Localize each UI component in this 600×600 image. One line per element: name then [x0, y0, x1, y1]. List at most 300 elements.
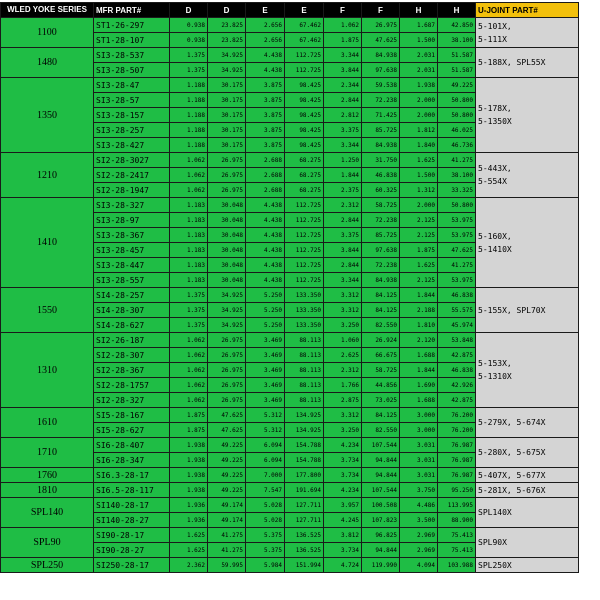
dimension-cell: 31.750 — [362, 153, 400, 168]
mfr-part-cell: SI3-28-537 — [94, 48, 170, 63]
dimension-cell: 98.425 — [285, 78, 324, 93]
dimension-cell: 1.250 — [324, 153, 362, 168]
yoke-series-cell: 1210 — [1, 153, 94, 198]
dimension-cell: 98.425 — [285, 138, 324, 153]
dimension-cell: 94.844 — [362, 468, 400, 483]
dimension-cell: 66.675 — [362, 348, 400, 363]
dimension-cell: 26.975 — [208, 168, 246, 183]
dimension-cell: 2.875 — [324, 393, 362, 408]
dimension-cell: 133.350 — [285, 288, 324, 303]
mfr-part-cell: SI6-28-347 — [94, 453, 170, 468]
dimension-cell: 3.000 — [400, 423, 438, 438]
dimension-cell: 107.544 — [362, 483, 400, 498]
dimension-cell: 26.975 — [208, 348, 246, 363]
ujoint-part-cell: 5-178X, 5-1350X — [476, 78, 579, 153]
table-row — [1, 483, 579, 498]
header-e-mm: E — [285, 3, 324, 18]
dimension-cell: 1.375 — [170, 303, 208, 318]
dimension-cell: 1.936 — [170, 513, 208, 528]
dimension-cell: 133.350 — [285, 318, 324, 333]
dimension-cell: 26.975 — [208, 153, 246, 168]
dimension-cell: 49.225 — [208, 453, 246, 468]
spec-table-container — [0, 2, 600, 573]
dimension-cell: 34.925 — [208, 303, 246, 318]
dimension-cell: 1.375 — [170, 63, 208, 78]
dimension-cell: 42.926 — [438, 378, 476, 393]
dimension-cell: 3.469 — [246, 393, 285, 408]
table-row — [1, 153, 579, 168]
dimension-cell: 88.113 — [285, 363, 324, 378]
yoke-series-cell: 1310 — [1, 333, 94, 408]
dimension-cell: 1.062 — [170, 153, 208, 168]
mfr-part-cell: SI2-28-367 — [94, 363, 170, 378]
dimension-cell: 26.975 — [208, 393, 246, 408]
dimension-cell: 2.656 — [246, 33, 285, 48]
dimension-cell: 1.938 — [170, 483, 208, 498]
dimension-cell: 112.725 — [285, 198, 324, 213]
dimension-cell: 88.113 — [285, 378, 324, 393]
dimension-cell: 58.725 — [362, 363, 400, 378]
mfr-part-cell: SI3-28-457 — [94, 243, 170, 258]
dimension-cell: 47.625 — [438, 243, 476, 258]
dimension-cell: 154.788 — [285, 438, 324, 453]
dimension-cell: 88.113 — [285, 348, 324, 363]
dimension-cell: 1.938 — [170, 438, 208, 453]
dimension-cell: 2.312 — [324, 198, 362, 213]
dimension-cell: 30.175 — [208, 123, 246, 138]
dimension-cell: 2.000 — [400, 108, 438, 123]
dimension-cell: 107.823 — [362, 513, 400, 528]
dimension-cell: 5.312 — [246, 423, 285, 438]
dimension-cell: 34.925 — [208, 288, 246, 303]
dimension-cell: 1.062 — [170, 378, 208, 393]
header-ujoint-part: U-JOINT PART# — [476, 3, 579, 18]
ujoint-part-cell: 5-101X, 5-111X — [476, 18, 579, 48]
mfr-part-cell: SI3-28-257 — [94, 123, 170, 138]
dimension-cell: 49.174 — [208, 513, 246, 528]
table-row — [1, 558, 579, 573]
dimension-cell: 1.875 — [324, 33, 362, 48]
dimension-cell: 3.875 — [246, 138, 285, 153]
ujoint-part-cell: 5-160X, 5-1410X — [476, 198, 579, 288]
table-row — [1, 528, 579, 543]
table-row — [1, 468, 579, 483]
dimension-cell: 3.344 — [324, 138, 362, 153]
mfr-part-cell: ST1-28-107 — [94, 33, 170, 48]
dimension-cell: 3.812 — [324, 528, 362, 543]
mfr-part-cell: SI4-28-307 — [94, 303, 170, 318]
dimension-cell: 112.725 — [285, 48, 324, 63]
dimension-cell: 34.925 — [208, 318, 246, 333]
dimension-cell: 4.438 — [246, 273, 285, 288]
dimension-cell: 49.174 — [208, 498, 246, 513]
dimension-cell: 46.838 — [438, 363, 476, 378]
dimension-cell: 2.625 — [324, 348, 362, 363]
dimension-cell: 1.062 — [170, 183, 208, 198]
dimension-cell: 53.975 — [438, 273, 476, 288]
dimension-cell: 112.725 — [285, 228, 324, 243]
yoke-series-cell: 1350 — [1, 78, 94, 153]
dimension-cell: 2.188 — [400, 303, 438, 318]
dimension-cell: 45.974 — [438, 318, 476, 333]
dimension-cell: 2.844 — [324, 93, 362, 108]
dimension-cell: 1.500 — [400, 33, 438, 48]
ujoint-part-cell: SPL90X — [476, 528, 579, 558]
dimension-cell: 97.638 — [362, 243, 400, 258]
dimension-cell: 55.575 — [438, 303, 476, 318]
header-mfr-part: MFR PART# — [94, 3, 170, 18]
dimension-cell: 2.000 — [400, 198, 438, 213]
dimension-cell: 4.438 — [246, 228, 285, 243]
dimension-cell: 127.711 — [285, 498, 324, 513]
dimension-cell: 1.375 — [170, 288, 208, 303]
dimension-cell: 2.031 — [400, 48, 438, 63]
dimension-cell: 133.350 — [285, 303, 324, 318]
dimension-cell: 30.048 — [208, 228, 246, 243]
dimension-cell: 4.234 — [324, 438, 362, 453]
dimension-cell: 6.094 — [246, 438, 285, 453]
dimension-cell: 3.469 — [246, 348, 285, 363]
header-h-in: H — [400, 3, 438, 18]
dimension-cell: 1.690 — [400, 378, 438, 393]
dimension-cell: 58.725 — [362, 198, 400, 213]
dimension-cell: 5.250 — [246, 288, 285, 303]
mfr-part-cell: SI6.5-28-117 — [94, 483, 170, 498]
dimension-cell: 4.438 — [246, 243, 285, 258]
dimension-cell: 3.312 — [324, 408, 362, 423]
ujoint-part-cell: 5-280X, 5-675X — [476, 438, 579, 468]
dimension-cell: 26.975 — [208, 378, 246, 393]
dimension-cell: 4.094 — [400, 558, 438, 573]
dimension-cell: 1.625 — [170, 528, 208, 543]
dimension-cell: 30.048 — [208, 198, 246, 213]
dimension-cell: 3.875 — [246, 123, 285, 138]
dimension-cell: 98.425 — [285, 108, 324, 123]
dimension-cell: 51.587 — [438, 48, 476, 63]
table-row — [1, 408, 579, 423]
dimension-cell: 1.840 — [400, 138, 438, 153]
dimension-cell: 2.031 — [400, 63, 438, 78]
dimension-cell: 88.900 — [438, 513, 476, 528]
dimension-cell: 136.525 — [285, 528, 324, 543]
dimension-cell: 1.183 — [170, 213, 208, 228]
dimension-cell: 94.844 — [362, 543, 400, 558]
dimension-cell: 50.800 — [438, 93, 476, 108]
dimension-cell: 46.838 — [362, 168, 400, 183]
dimension-cell: 3.875 — [246, 93, 285, 108]
dimension-cell: 2.688 — [246, 183, 285, 198]
dimension-cell: 38.100 — [438, 168, 476, 183]
dimension-cell: 1.188 — [170, 93, 208, 108]
dimension-cell: 3.957 — [324, 498, 362, 513]
dimension-cell: 1.938 — [170, 453, 208, 468]
dimension-cell: 1.188 — [170, 138, 208, 153]
dimension-cell: 50.800 — [438, 198, 476, 213]
mfr-part-cell: SI6.3-28-17 — [94, 468, 170, 483]
mfr-part-cell: SI2-26-187 — [94, 333, 170, 348]
dimension-cell: 1.500 — [400, 168, 438, 183]
dimension-cell: 73.025 — [362, 393, 400, 408]
dimension-cell: 41.275 — [208, 543, 246, 558]
ujoint-part-cell: 5-153X, 5-1310X — [476, 333, 579, 408]
mfr-part-cell: SI2-28-3027 — [94, 153, 170, 168]
yoke-series-cell: SPL90 — [1, 528, 94, 558]
yoke-series-cell: SPL250 — [1, 558, 94, 573]
mfr-part-cell: SI140-28-27 — [94, 513, 170, 528]
dimension-cell: 75.413 — [438, 543, 476, 558]
dimension-cell: 23.825 — [208, 18, 246, 33]
dimension-cell: 154.788 — [285, 453, 324, 468]
dimension-cell: 59.995 — [208, 558, 246, 573]
dimension-cell: 98.425 — [285, 123, 324, 138]
dimension-cell: 72.238 — [362, 258, 400, 273]
table-row — [1, 198, 579, 213]
header-e-in: E — [246, 3, 285, 18]
dimension-cell: 1.183 — [170, 273, 208, 288]
dimension-cell: 5.375 — [246, 543, 285, 558]
mfr-part-cell: SI3-28-367 — [94, 228, 170, 243]
yoke-series-cell: 1100 — [1, 18, 94, 48]
dimension-cell: 5.028 — [246, 513, 285, 528]
dimension-cell: 4.486 — [400, 498, 438, 513]
dimension-cell: 7.000 — [246, 468, 285, 483]
dimension-cell: 1.188 — [170, 123, 208, 138]
dimension-cell: 3.750 — [400, 483, 438, 498]
dimension-cell: 71.425 — [362, 108, 400, 123]
dimension-cell: 2.656 — [246, 18, 285, 33]
mfr-part-cell: SI3-28-557 — [94, 273, 170, 288]
dimension-cell: 1.375 — [170, 318, 208, 333]
dimension-cell: 34.925 — [208, 48, 246, 63]
dimension-cell: 30.175 — [208, 78, 246, 93]
dimension-cell: 112.725 — [285, 243, 324, 258]
yoke-series-cell: 1410 — [1, 198, 94, 288]
dimension-cell: 1.062 — [170, 168, 208, 183]
dimension-cell: 2.120 — [400, 333, 438, 348]
dimension-cell: 2.000 — [400, 93, 438, 108]
yoke-series-cell: 1480 — [1, 48, 94, 78]
dimension-cell: 98.425 — [285, 93, 324, 108]
dimension-cell: 1.183 — [170, 198, 208, 213]
dimension-cell: 100.508 — [362, 498, 400, 513]
yoke-series-cell: 1710 — [1, 438, 94, 468]
dimension-cell: 26.975 — [362, 18, 400, 33]
mfr-part-cell: SI3-28-47 — [94, 78, 170, 93]
dimension-cell: 2.844 — [324, 213, 362, 228]
dimension-cell: 88.113 — [285, 393, 324, 408]
dimension-cell: 84.125 — [362, 303, 400, 318]
table-row — [1, 48, 579, 63]
dimension-cell: 76.987 — [438, 453, 476, 468]
dimension-cell: 1.936 — [170, 498, 208, 513]
dimension-cell: 49.225 — [208, 483, 246, 498]
ujoint-part-cell: 5-407X, 5-677X — [476, 468, 579, 483]
dimension-cell: 136.525 — [285, 543, 324, 558]
dimension-cell: 1.812 — [400, 123, 438, 138]
yoke-series-cell: 1610 — [1, 408, 94, 438]
dimension-cell: 41.275 — [438, 258, 476, 273]
dimension-cell: 30.048 — [208, 213, 246, 228]
mfr-part-cell: SI6-28-407 — [94, 438, 170, 453]
dimension-cell: 3.469 — [246, 378, 285, 393]
header-yoke-series: WLED YOKE SERIES — [1, 3, 94, 18]
dimension-cell: 2.344 — [324, 78, 362, 93]
dimension-cell: 3.375 — [324, 228, 362, 243]
ujoint-part-cell: 5-279X, 5-674X — [476, 408, 579, 438]
mfr-part-cell: SI3-28-507 — [94, 63, 170, 78]
dimension-cell: 82.550 — [362, 423, 400, 438]
dimension-cell: 1.687 — [400, 18, 438, 33]
dimension-cell: 2.375 — [324, 183, 362, 198]
table-row — [1, 333, 579, 348]
dimension-cell: 30.048 — [208, 243, 246, 258]
dimension-cell: 3.375 — [324, 123, 362, 138]
dimension-cell: 0.938 — [170, 33, 208, 48]
dimension-cell: 46.736 — [438, 138, 476, 153]
dimension-cell: 2.969 — [400, 528, 438, 543]
dimension-cell: 23.825 — [208, 33, 246, 48]
dimension-cell: 26.975 — [208, 183, 246, 198]
dimension-cell: 38.100 — [438, 33, 476, 48]
mfr-part-cell: SI5-28-167 — [94, 408, 170, 423]
dimension-cell: 42.850 — [438, 18, 476, 33]
dimension-cell: 1.188 — [170, 78, 208, 93]
dimension-cell: 76.987 — [438, 438, 476, 453]
dimension-cell: 84.938 — [362, 138, 400, 153]
dimension-cell: 1.183 — [170, 243, 208, 258]
dimension-cell: 53.848 — [438, 333, 476, 348]
mfr-part-cell: SI250-28-17 — [94, 558, 170, 573]
dimension-cell: 1.375 — [170, 48, 208, 63]
dimension-cell: 51.587 — [438, 63, 476, 78]
dimension-cell: 76.200 — [438, 408, 476, 423]
dimension-cell: 1.062 — [170, 348, 208, 363]
dimension-cell: 119.990 — [362, 558, 400, 573]
mfr-part-cell: SI3-28-97 — [94, 213, 170, 228]
dimension-cell: 0.938 — [170, 18, 208, 33]
dimension-cell: 3.469 — [246, 333, 285, 348]
dimension-cell: 3.031 — [400, 468, 438, 483]
ujoint-part-cell: 5-188X, SPL55X — [476, 48, 579, 78]
yoke-series-cell: 1810 — [1, 483, 94, 498]
dimension-cell: 33.325 — [438, 183, 476, 198]
dimension-cell: 30.048 — [208, 258, 246, 273]
header-f-in: F — [324, 3, 362, 18]
dimension-cell: 1.875 — [170, 423, 208, 438]
dimension-cell: 72.238 — [362, 93, 400, 108]
dimension-cell: 5.984 — [246, 558, 285, 573]
dimension-cell: 1.183 — [170, 258, 208, 273]
dimension-cell: 1.312 — [400, 183, 438, 198]
dimension-cell: 47.625 — [208, 408, 246, 423]
dimension-cell: 42.875 — [438, 393, 476, 408]
table-row — [1, 498, 579, 513]
dimension-cell: 67.462 — [285, 18, 324, 33]
dimension-cell: 84.938 — [362, 48, 400, 63]
dimension-cell: 1.625 — [400, 153, 438, 168]
dimension-cell: 127.711 — [285, 513, 324, 528]
dimension-cell: 84.938 — [362, 273, 400, 288]
dimension-cell: 3.469 — [246, 363, 285, 378]
dimension-cell: 1.875 — [400, 243, 438, 258]
ujoint-part-cell: 5-155X, SPL70X — [476, 288, 579, 333]
mfr-part-cell: SI3-28-57 — [94, 93, 170, 108]
dimension-cell: 88.113 — [285, 333, 324, 348]
dimension-cell: 1.062 — [170, 363, 208, 378]
dimension-cell: 3.312 — [324, 303, 362, 318]
dimension-cell: 26.975 — [208, 363, 246, 378]
dimension-cell: 112.725 — [285, 213, 324, 228]
dimension-cell: 60.325 — [362, 183, 400, 198]
dimension-cell: 5.028 — [246, 498, 285, 513]
mfr-part-cell: SI2-28-327 — [94, 393, 170, 408]
dimension-cell: 113.995 — [438, 498, 476, 513]
dimension-cell: 34.925 — [208, 63, 246, 78]
dimension-cell: 49.225 — [438, 78, 476, 93]
dimension-cell: 134.925 — [285, 408, 324, 423]
dimension-cell: 47.625 — [362, 33, 400, 48]
dimension-cell: 76.987 — [438, 468, 476, 483]
dimension-cell: 2.362 — [170, 558, 208, 573]
header-row — [1, 3, 579, 18]
dimension-cell: 94.844 — [362, 453, 400, 468]
dimension-cell: 3.250 — [324, 423, 362, 438]
dimension-cell: 3.734 — [324, 453, 362, 468]
yoke-series-cell: 1550 — [1, 288, 94, 333]
dimension-cell: 3.344 — [324, 48, 362, 63]
dimension-cell: 3.734 — [324, 468, 362, 483]
dimension-cell: 68.275 — [285, 168, 324, 183]
dimension-cell: 3.875 — [246, 108, 285, 123]
ujoint-part-cell: 5-443X, 5-554X — [476, 153, 579, 198]
dimension-cell: 1.062 — [170, 333, 208, 348]
dimension-cell: 41.275 — [208, 528, 246, 543]
dimension-cell: 4.245 — [324, 513, 362, 528]
dimension-cell: 2.312 — [324, 363, 362, 378]
dimension-cell: 1.688 — [400, 393, 438, 408]
dimension-cell: 2.125 — [400, 228, 438, 243]
mfr-part-cell: SI3-28-427 — [94, 138, 170, 153]
mfr-part-cell: SI2-28-307 — [94, 348, 170, 363]
dimension-cell: 42.875 — [438, 348, 476, 363]
dimension-cell: 3.734 — [324, 543, 362, 558]
mfr-part-cell: SI2-28-1757 — [94, 378, 170, 393]
dimension-cell: 151.994 — [285, 558, 324, 573]
yoke-series-cell: 1760 — [1, 468, 94, 483]
header-d-in: D — [170, 3, 208, 18]
dimension-cell: 1.938 — [170, 468, 208, 483]
dimension-cell: 2.125 — [400, 213, 438, 228]
dimension-cell: 3.031 — [400, 438, 438, 453]
ujoint-part-cell: SPL140X — [476, 498, 579, 528]
dimension-cell: 68.275 — [285, 183, 324, 198]
yoke-series-cell: SPL140 — [1, 498, 94, 528]
dimension-cell: 2.688 — [246, 153, 285, 168]
dimension-cell: 53.975 — [438, 228, 476, 243]
dimension-cell: 30.048 — [208, 273, 246, 288]
table-row — [1, 288, 579, 303]
dimension-cell: 3.250 — [324, 318, 362, 333]
dimension-cell: 1.875 — [170, 408, 208, 423]
dimension-cell: 3.344 — [324, 273, 362, 288]
ujoint-part-cell: SPL250X — [476, 558, 579, 573]
dimension-cell: 3.031 — [400, 453, 438, 468]
dimension-cell: 2.125 — [400, 273, 438, 288]
dimension-cell: 1.062 — [170, 393, 208, 408]
dimension-cell: 85.725 — [362, 123, 400, 138]
dimension-cell: 1.810 — [400, 318, 438, 333]
dimension-cell: 82.550 — [362, 318, 400, 333]
